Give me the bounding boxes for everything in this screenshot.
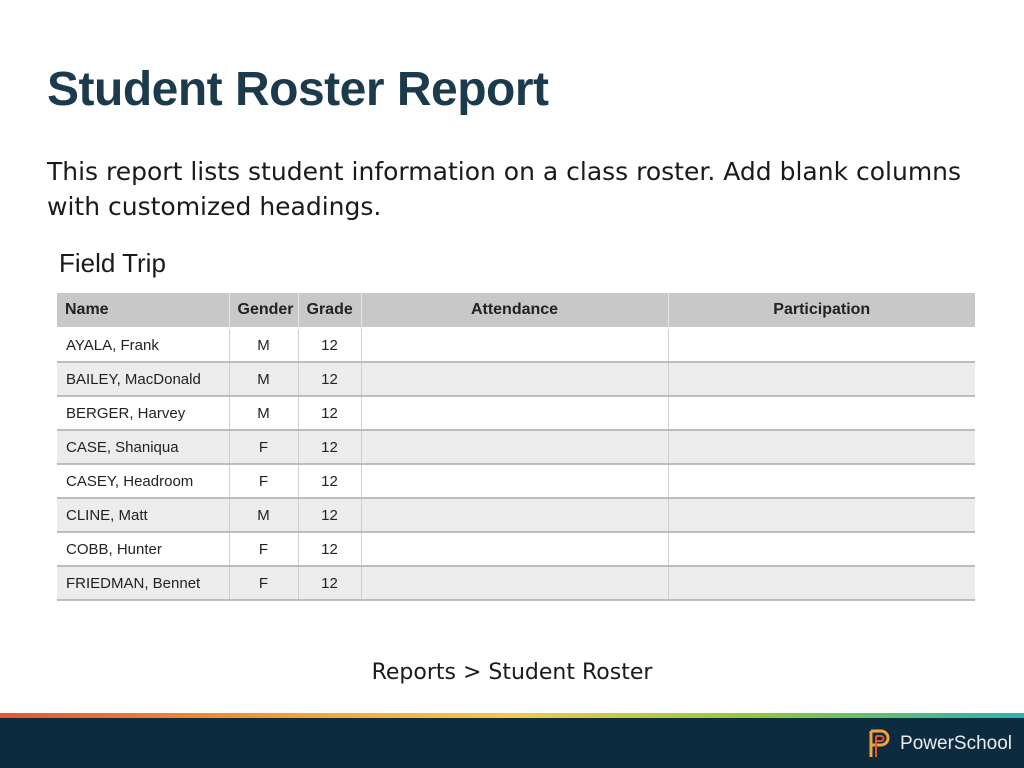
attendance-cell xyxy=(361,566,668,600)
grade-cell: 12 xyxy=(298,362,361,396)
participation-cell xyxy=(668,566,975,600)
report-title: Field Trip xyxy=(59,248,166,278)
footer-logo xyxy=(868,728,1012,760)
powerschool-logo-icon xyxy=(868,729,892,759)
table-row xyxy=(57,430,975,464)
participation-cell xyxy=(668,328,975,362)
attendance-cell xyxy=(361,532,668,566)
gender-cell: M xyxy=(229,498,298,532)
breadcrumb: Reports > Student Roster xyxy=(371,660,653,685)
table-header-row xyxy=(57,293,975,328)
grade-cell: 12 xyxy=(298,430,361,464)
student-name-cell: AYALA, Frank xyxy=(57,328,229,362)
attendance-cell xyxy=(361,362,668,396)
participation-cell xyxy=(668,532,975,566)
table-row xyxy=(57,566,975,600)
column-header-participation[interactable]: Participation xyxy=(668,293,975,328)
gender-cell: F xyxy=(229,430,298,464)
student-name-cell: BERGER, Harvey xyxy=(57,396,229,430)
attendance-cell xyxy=(361,498,668,532)
participation-cell xyxy=(668,396,975,430)
gender-cell: F xyxy=(229,566,298,600)
page-description: This report lists student information on a class roster. Add blank columns with customized headings. xyxy=(47,157,962,221)
column-header-attendance[interactable]: Attendance xyxy=(361,293,668,328)
gender-cell: M xyxy=(229,396,298,430)
column-header-name[interactable]: Name xyxy=(57,293,229,328)
gender-cell: F xyxy=(229,464,298,498)
student-name-cell: COBB, Hunter xyxy=(57,532,229,566)
table-row xyxy=(57,396,975,430)
table-row xyxy=(57,362,975,396)
attendance-cell xyxy=(361,464,668,498)
roster-table xyxy=(57,293,975,601)
column-header-grade[interactable]: Grade xyxy=(298,293,361,328)
attendance-cell xyxy=(361,396,668,430)
footer-logo-text: PowerSchool xyxy=(900,733,1012,754)
grade-cell: 12 xyxy=(298,532,361,566)
table-row xyxy=(57,498,975,532)
participation-cell xyxy=(668,464,975,498)
grade-cell: 12 xyxy=(298,396,361,430)
table-row xyxy=(57,328,975,362)
participation-cell xyxy=(668,430,975,464)
participation-cell xyxy=(668,362,975,396)
table-row xyxy=(57,532,975,566)
participation-cell xyxy=(668,498,975,532)
student-name-cell: CASEY, Headroom xyxy=(57,464,229,498)
gender-cell: M xyxy=(229,362,298,396)
grade-cell: 12 xyxy=(298,498,361,532)
page-title: Student Roster Report xyxy=(47,63,549,116)
grade-cell: 12 xyxy=(298,464,361,498)
attendance-cell xyxy=(361,328,668,362)
student-name-cell: BAILEY, MacDonald xyxy=(57,362,229,396)
table-row xyxy=(57,464,975,498)
student-name-cell: CASE, Shaniqua xyxy=(57,430,229,464)
student-name-cell: CLINE, Matt xyxy=(57,498,229,532)
gender-cell: M xyxy=(229,328,298,362)
grade-cell: 12 xyxy=(298,566,361,600)
student-name-cell: FRIEDMAN, Bennet xyxy=(57,566,229,600)
gender-cell: F xyxy=(229,532,298,566)
grade-cell: 12 xyxy=(298,328,361,362)
column-header-gender[interactable]: Gender xyxy=(229,293,298,328)
attendance-cell xyxy=(361,430,668,464)
